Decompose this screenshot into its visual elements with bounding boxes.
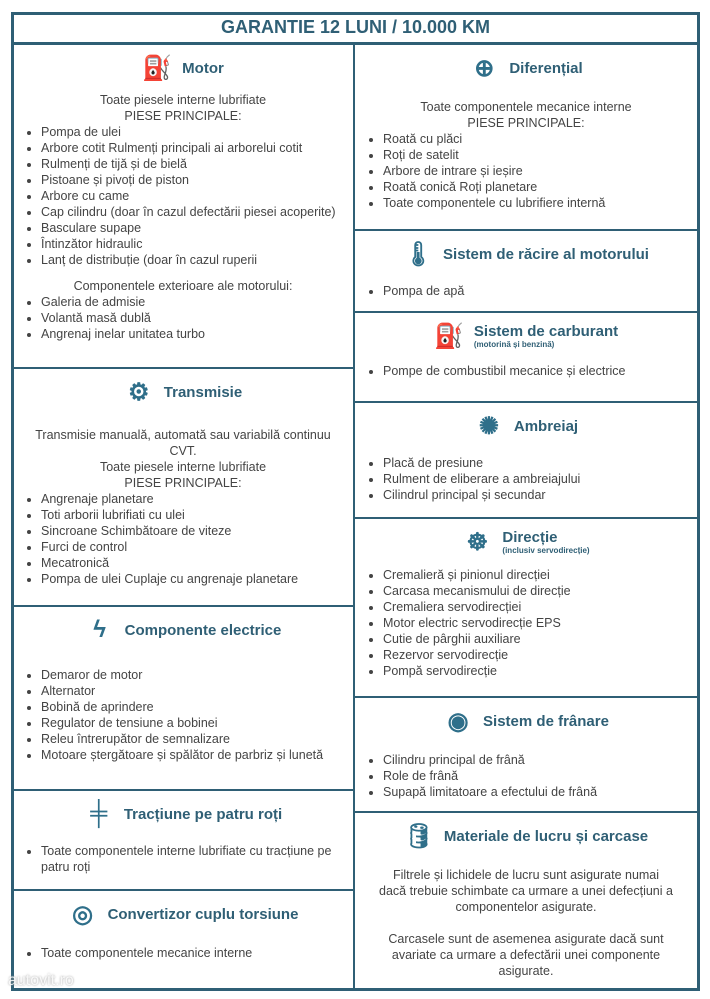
intro-text: PIESE PRINCIPALE: <box>124 109 242 123</box>
paragraph: Filtrele și lichidele de lucru sunt asigurate numai dacă trebuie schimbate ca urmare a unei defecțiuni a componentelor asigurate. <box>379 868 673 914</box>
list-item: • Releu întrerupător de semnalizare <box>41 731 343 747</box>
list-item: • Role de frână <box>383 768 687 784</box>
subheading: Componentele exterioare ale motorului: <box>73 279 293 293</box>
list-item: • Regulator de tensiune a bobinei <box>41 715 343 731</box>
list-item: • Galeria de admisie <box>41 294 343 310</box>
engine-icon: ⛽ <box>142 54 173 82</box>
section-header <box>365 411 687 441</box>
section-title: Ambreiaj <box>513 417 579 435</box>
intro-text: Toate piesele interne lubrifiate <box>99 93 267 107</box>
brake-disc-icon: ◉ <box>447 707 469 735</box>
drivetrain-icon: ╪ <box>90 800 108 827</box>
list-item: • Cap cilindru (doar în cazul defectării piesei acoperite) <box>41 204 343 220</box>
watermark: autovit.ro <box>8 972 74 989</box>
list-item: • Demaror de motor <box>41 667 343 683</box>
section-title: Direcție <box>502 529 558 546</box>
electric-icon: ϟ <box>93 616 106 643</box>
list-item: • Rulmenți de tijă și de bielă <box>41 156 343 172</box>
section-title: Sistem de frânare <box>483 712 609 730</box>
list-item: • Pompe de combustibil mecanice și electrice <box>383 363 687 379</box>
list-item: • Întinzător hidraulic <box>41 236 343 252</box>
item-list <box>23 294 343 342</box>
list-item: • Cremalieră și pinionul direcției <box>383 567 687 583</box>
item-list <box>23 843 343 875</box>
list-item: • Angrenaj inelar unitatea turbo <box>41 326 343 342</box>
list-item: • Basculare supape <box>41 220 343 236</box>
section-header <box>23 53 343 83</box>
section-title: Transmisie <box>163 383 243 401</box>
item-list <box>365 455 687 503</box>
section-title: Sistem de răcire al motorului <box>443 245 649 263</box>
section-header <box>23 615 343 645</box>
gear-shift-icon: ⚙ <box>128 378 150 406</box>
list-item: • Arbore de intrare și ieșire <box>383 163 687 179</box>
section-materiale <box>354 812 698 991</box>
section-directie <box>354 518 698 697</box>
list-item: • Cilindru principal de frână <box>383 752 687 768</box>
section-racire <box>354 230 698 312</box>
section-header <box>365 321 687 351</box>
item-list <box>365 752 687 800</box>
list-item: • Motoare ștergătoare și spălător de parbriz și lunetă <box>41 747 343 763</box>
page-title: GARANTIE 12 LUNI / 10.000 KM <box>11 12 700 45</box>
list-item: • Mecatronică <box>41 555 343 571</box>
section-franare <box>354 697 698 812</box>
section-title: Convertizor cuplu torsiune <box>107 905 299 923</box>
list-item: • Cremaliera servodirecției <box>383 599 687 615</box>
list-item: • Carcasa mecanismului de direcție <box>383 583 687 599</box>
item-list <box>365 567 687 679</box>
intro-text: Toate piesele interne lubrifiate <box>99 460 267 474</box>
list-item: • Toate componentele interne lubrifiate cu tracțiune pe patru roți <box>41 843 343 875</box>
section-carburant <box>354 312 698 402</box>
section-header <box>23 799 343 829</box>
list-item: • Cilindrul principal și secundar <box>383 487 687 503</box>
list-item: • Cutie de pârghii auxiliare <box>383 631 687 647</box>
section-header <box>365 239 687 269</box>
list-item: • Toate componentele mecanice interne <box>41 945 343 961</box>
intro-text: PIESE PRINCIPALE: <box>124 476 242 490</box>
section-header <box>365 706 687 736</box>
list-item: • Rulment de eliberare a ambreiajului <box>383 471 687 487</box>
section-title: Materiale de lucru și carcase <box>443 827 649 845</box>
section-ambreiaj <box>354 402 698 518</box>
section-header <box>365 53 687 83</box>
clutch-icon: ✺ <box>478 412 499 440</box>
section-title: Tracțiune pe patru roți <box>123 805 283 823</box>
section-tractiune <box>12 790 354 890</box>
list-item: • Toti arborii lubrifiati cu ulei <box>41 507 343 523</box>
item-list <box>23 491 343 587</box>
list-item: • Volantă masă dublă <box>41 310 343 326</box>
list-item: • Pompa de ulei <box>41 124 343 140</box>
list-item: • Roată cu plăci <box>383 131 687 147</box>
oil-can-icon: 🛢 <box>403 822 435 850</box>
list-item: • Sincroane Schimbătoare de viteze <box>41 523 343 539</box>
list-item: • Angrenaje planetare <box>41 491 343 507</box>
list-item: • Arbore cu came <box>41 188 343 204</box>
section-header <box>365 821 687 851</box>
list-item: • Bobină de aprindere <box>41 699 343 715</box>
section-motor <box>12 44 354 368</box>
item-list <box>23 667 343 763</box>
section-title: Motor <box>182 59 224 77</box>
list-item: • Placă de presiune <box>383 455 687 471</box>
intro-text: Toate componentele mecanice interne <box>420 100 632 114</box>
item-list <box>365 283 687 299</box>
paragraph: Carcasele sunt de asemenea asigurate dacă sunt avariate ca urmare a defectării unei componente asigurate. <box>388 932 664 978</box>
list-item: • Lanț de distribuție (doar în cazul ruperii <box>41 252 343 268</box>
steering-wheel-icon: ☸ <box>466 528 489 556</box>
section-transmisie <box>12 368 354 606</box>
item-list <box>365 363 687 379</box>
list-item: • Pompa de ulei Cuplaje cu angrenaje planetare <box>41 571 343 587</box>
fuel-pump-icon: ⛽ <box>433 322 464 350</box>
section-title: Componente electrice <box>124 621 282 639</box>
intro-text: PIESE PRINCIPALE: <box>467 116 585 130</box>
list-item: • Roată conică Roți planetare <box>383 179 687 195</box>
list-item: • Motor electric servodirecție EPS <box>383 615 687 631</box>
list-item: • Arbore cotit Rulmenți principali ai arborelui cotit <box>41 140 343 156</box>
list-item: • Toate componentele cu lubrifiere internă <box>383 195 687 211</box>
list-item: • Supapă limitatoare a efectului de frână <box>383 784 687 800</box>
section-electrice <box>12 606 354 790</box>
intro-text: Transmisie manuală, automată sau variabilă continuu CVT. <box>35 428 331 458</box>
list-item: • Roți de satelit <box>383 147 687 163</box>
differential-icon: ⊕ <box>474 54 495 82</box>
list-item: • Rezervor servodirecție <box>383 647 687 663</box>
section-title: Sistem de carburant <box>473 323 619 340</box>
list-item: • Pistoane și pivoți de piston <box>41 172 343 188</box>
section-header <box>365 527 687 557</box>
section-header <box>23 377 343 407</box>
section-subtitle: (inclusiv servodirecție) <box>502 546 590 555</box>
list-item: • Furci de control <box>41 539 343 555</box>
item-list <box>23 124 343 268</box>
section-title: Diferențial <box>509 59 583 77</box>
section-diferential <box>354 44 698 230</box>
list-item: • Alternator <box>41 683 343 699</box>
torque-converter-icon: ◎ <box>72 900 94 928</box>
section-subtitle: (motorină și benzină) <box>473 340 555 349</box>
section-header <box>23 899 343 929</box>
coolant-icon: 🌡 <box>402 240 434 268</box>
list-item: • Pompă servodirecție <box>383 663 687 679</box>
list-item: • Pompa de apă <box>383 283 687 299</box>
item-list <box>23 945 343 961</box>
item-list <box>365 131 687 211</box>
